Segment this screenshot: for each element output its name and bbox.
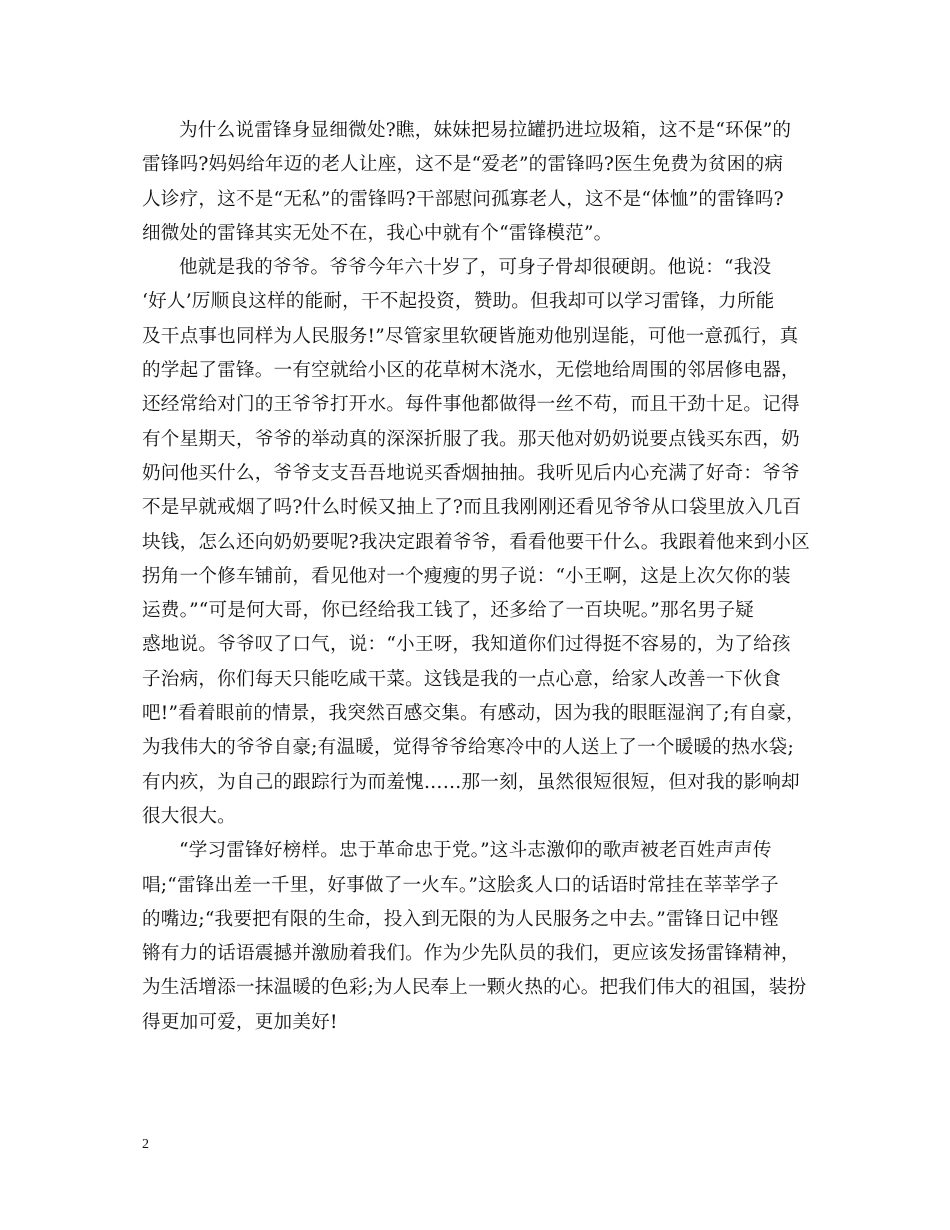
paragraph-line: 的学起了雷锋。一有空就给小区的花草树木浇水，无偿地给周围的邻居修电器， xyxy=(142,360,800,382)
paragraph-line: 的嘴边;“我要把有限的生命，投入到无限的为人民服务之中去。”雷锋日记中铿 xyxy=(142,908,779,930)
paragraph-line: 子治病，你们每天只能吃咸干菜。这钱是我的一点心意，给家人改善一下伙食 xyxy=(142,668,781,690)
paragraph-line: 运费。”“可是何大哥，你已经给我工钱了，还多给了一百块呢。”那名男子疑 xyxy=(142,600,754,622)
paragraph-line: 人诊疗，这不是“无私”的雷锋吗?干部慰问孤寡老人，这不是“体恤”的雷锋吗? xyxy=(142,188,784,210)
paragraph-line: 得更加可爱，更加美好! xyxy=(142,1011,338,1033)
paragraph-line: ‘好人’厉顺良这样的能耐，干不起投资，赞助。但我却可以学习雷锋，力所能 xyxy=(142,291,775,313)
paragraph-line: 块钱，怎么还向奶奶要呢?我决定跟着爷爷，看看他要干什么。我跟着他来到小区 xyxy=(142,531,810,553)
paragraph-line: 唱;“雷锋出差一千里，好事做了一火车。”这脍炙人口的话语时常挂在莘莘学子 xyxy=(142,874,779,896)
paragraph-1 xyxy=(142,114,822,251)
paragraph-line: 锵有力的话语震撼并激励着我们。作为少先队员的我们，更应该发扬雷锋精神， xyxy=(142,943,800,965)
paragraph-line: 为我伟大的爷爷自豪;有温暖，觉得爷爷给寒冷中的人送上了一个暖暖的热水袋; xyxy=(142,737,794,759)
paragraph-line: 细微处的雷锋其实无处不在，我心中就有个“雷锋模范”。 xyxy=(142,222,613,244)
paragraph-line: 为生活增添一抹温暖的色彩;为人民奉上一颗火热的心。把我们伟大的祖国，装扮 xyxy=(142,977,807,999)
paragraph-line: 拐角一个修车铺前，看见他对一个瘦瘦的男子说：“小王啊，这是上次欠你的装 xyxy=(142,565,791,587)
paragraph-line: 惑地说。爷爷叹了口气，说：“小王呀，我知道你们过得挺不容易的，为了给孩 xyxy=(142,634,791,656)
paragraph-line: 奶问他买什么，爷爷支支吾吾地说买香烟抽抽。我听见后内心充满了好奇：爷爷 xyxy=(142,462,800,484)
paragraph-line: 还经常给对门的王爷爷打开水。每件事他都做得一丝不苟，而且干劲十足。记得 xyxy=(142,394,800,416)
paragraph-line: 不是早就戒烟了吗?什么时候又抽上了?而且我刚刚还看见爷爷从口袋里放入几百 xyxy=(142,497,802,519)
page-number: 2 xyxy=(142,1137,149,1152)
paragraph-2 xyxy=(142,251,822,834)
paragraph-line: 雷锋吗?妈妈给年迈的老人让座，这不是“爱老”的雷锋吗?医生免费为贫困的病 xyxy=(142,154,784,176)
paragraph-line: 有个星期天，爷爷的举动真的深深折服了我。那天他对奶奶说要点钱买东西，奶 xyxy=(142,428,800,450)
paragraph-line: 吧!”看着眼前的情景，我突然百感交集。有感动，因为我的眼眶湿润了;有自豪， xyxy=(142,703,805,725)
body-text xyxy=(142,114,822,1040)
paragraph-line: 为什么说雷锋身显细微处?瞧，妹妹把易拉罐扔进垃圾箱，这不是“环保”的 xyxy=(179,120,792,141)
paragraph-line: “学习雷锋好榜样。忠于革命忠于党。”这斗志激仰的歌声被老百姓声声传 xyxy=(179,840,772,862)
paragraph-line: 有内疚，为自己的跟踪行为而羞愧……那一刻，虽然很短很短，但对我的影响却 xyxy=(142,771,800,793)
paragraph-line: 很大很大。 xyxy=(142,805,236,827)
paragraph-line: 及干点事也同样为人民服务!”尽管家里软硬皆施劝他别逞能，可他一意孤行，真 xyxy=(142,325,799,347)
paragraph-line: 他就是我的爷爷。爷爷今年六十岁了，可身子骨却很硬朗。他说：“我没 xyxy=(179,257,772,279)
paragraph-3 xyxy=(142,834,822,1040)
